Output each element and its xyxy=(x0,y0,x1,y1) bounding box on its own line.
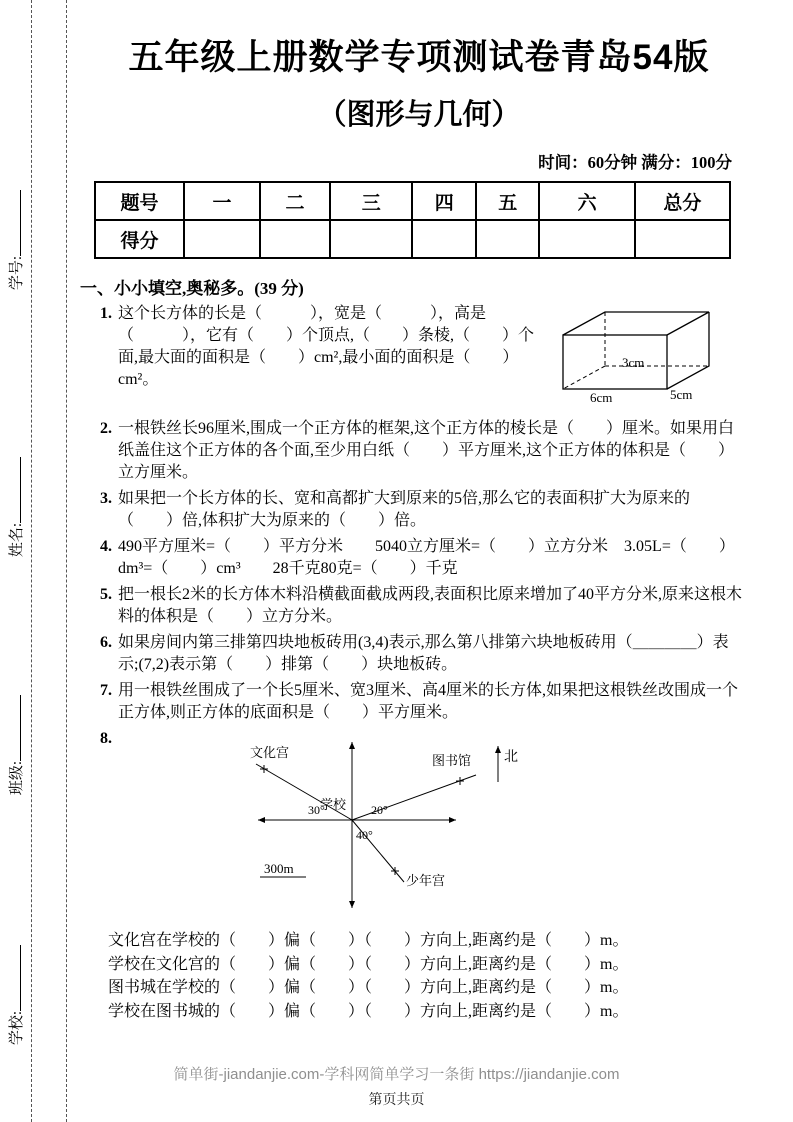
question-text: 一根铁丝长96厘米,围成一个正方体的框架,这个正方体的棱长是（ ）厘米。如果用白纸盖住这个正方体的各个面,至少用白纸（ ）平方厘米,这个正方体的体积是（ ）立方厘米。 xyxy=(118,420,735,481)
school-blank-line xyxy=(7,945,21,1011)
question-number: 3. xyxy=(100,490,112,507)
score-table-cell: 六 xyxy=(539,182,634,220)
scale-label: 300m xyxy=(264,861,294,876)
cuboid-top-face xyxy=(563,312,709,335)
name-blank-line xyxy=(7,457,21,523)
question-2 xyxy=(100,418,745,484)
direction-statement: 图书城在学校的（ ）偏（ ）（ ）方向上,距离约是（ ）m。 xyxy=(108,979,629,996)
question-1 xyxy=(100,303,745,414)
cultural-palace-point xyxy=(260,765,268,773)
north-label: 北 xyxy=(504,750,518,765)
cuboid-drawing xyxy=(558,305,730,407)
question-number: 2. xyxy=(100,420,112,437)
school-label: 学校 xyxy=(320,797,347,812)
question-4 xyxy=(100,536,745,580)
score-entry-cell xyxy=(635,220,730,258)
name-label: 姓名: xyxy=(9,522,25,558)
question-number: 6. xyxy=(100,634,112,651)
page-title: 五年级上册数学专项测试卷青岛54版 xyxy=(128,38,710,77)
student-id-field xyxy=(5,165,23,315)
direction-statement: 学校在文化宫的（ ）偏（ ）（ ）方向上,距离约是（ ）m。 xyxy=(108,955,629,973)
school-label: 学校: xyxy=(9,1010,25,1046)
score-table-cell-total: 总分 xyxy=(635,182,730,220)
score-entry-cell xyxy=(260,220,330,258)
section-one-heading: 一、小小填空,奥秘多。(39 分) xyxy=(80,279,304,298)
paper-content xyxy=(80,0,758,1023)
score-table-cell-label: 题号 xyxy=(95,182,184,220)
student-id-label: 学号: xyxy=(9,255,25,291)
direction-map-drawing xyxy=(234,730,534,916)
direction-statements xyxy=(108,929,745,1023)
question-number: 1. xyxy=(100,305,112,322)
student-id-blank-line xyxy=(7,190,21,256)
page-subtitle: （图形与几何） xyxy=(317,99,521,131)
question-text: 用一根铁丝围成了一个长5厘米、宽3厘米、高4厘米的长方体,如果把这根铁丝改围成一个正方体,则正方体的底面积是（ ）平方厘米。 xyxy=(118,682,739,721)
score-entry-cell xyxy=(412,220,476,258)
angle-30-label: 30° xyxy=(308,803,325,817)
score-table-cell: 二 xyxy=(260,182,330,220)
direction-statement: 文化宫在学校的（ ）偏（ ）（ ）方向上,距离约是（ ）m。 xyxy=(108,932,629,949)
library-point xyxy=(456,777,464,785)
name-field xyxy=(5,432,23,582)
binding-dashed-line xyxy=(31,0,32,1122)
footer-watermark: 简单街-jiandanjie.com-学科网简单学习一条街 https://jiandanjie.com xyxy=(173,1066,620,1083)
score-table-cell: 一 xyxy=(184,182,260,220)
cuboid-length-label: 6cm xyxy=(590,390,613,405)
score-row-label: 得分 xyxy=(95,220,184,258)
direction-map-figure xyxy=(234,730,745,923)
question-list xyxy=(100,303,745,1023)
direction-statement: 学校在图书城的（ ）偏（ ）（ ）方向上,距离约是（ ）m。 xyxy=(108,1002,629,1020)
question-text: 490平方厘米=（ ）平方分米 5040立方厘米=（ ）立方分米 3.05L=（ ）dm³=（ ）cm³ 28千克80克=（ ）千克 xyxy=(118,538,735,577)
score-entry-cell xyxy=(539,220,634,258)
score-entry-cell xyxy=(476,220,540,258)
score-table-cell: 三 xyxy=(330,182,413,220)
question-number: 4. xyxy=(100,538,112,555)
page-number-line: 第页共页 xyxy=(368,1093,425,1108)
cuboid-height-label: 3cm xyxy=(622,355,645,370)
question-5 xyxy=(100,584,745,628)
class-label: 班级: xyxy=(9,760,25,796)
school-field xyxy=(5,920,23,1070)
angle-40-label: 40° xyxy=(356,828,373,842)
class-blank-line xyxy=(7,695,21,761)
question-number: 8. xyxy=(100,730,112,747)
question-number: 7. xyxy=(100,682,112,699)
cultural-palace-label: 文化宫 xyxy=(250,745,290,760)
question-text: 这个长方体的长是（ ），宽是（ ），高是（ ），它有（ ）个顶点,（ ）条棱,（ ）个面,最大面的面积是（ ）cm²,最小面的面积是（ ）cm²。 xyxy=(118,305,535,388)
question-3 xyxy=(100,488,745,532)
question-number: 5. xyxy=(100,586,112,603)
cuboid-width-label: 5cm xyxy=(670,387,693,402)
angle-20-label: 20° xyxy=(371,803,388,817)
score-table-cell: 四 xyxy=(412,182,476,220)
binding-dashed-line xyxy=(66,0,67,1122)
youth-palace-label: 少年宫 xyxy=(406,873,446,888)
library-label: 图书馆 xyxy=(432,753,472,768)
question-text: 把一根长2米的长方体木料沿横截面截成两段,表面积比原来增加了40平方分米,原来这根木料的体积是（ ）立方分米。 xyxy=(118,586,743,625)
binding-margin xyxy=(0,0,70,1122)
time-score-line: 时间：60分钟 满分：100分 xyxy=(538,153,732,172)
question-text: 如果房间内第三排第四块地板砖用(3,4)表示,那么第八排第六块地板砖用（＿＿＿＿）表示;(7,2)表示第（ ）排第（ ）块地板砖。 xyxy=(118,634,729,673)
score-entry-cell xyxy=(184,220,260,258)
score-table-cell: 五 xyxy=(476,182,540,220)
class-field xyxy=(5,670,23,820)
question-8 xyxy=(100,728,745,927)
question-7 xyxy=(100,680,745,724)
score-table-header-row xyxy=(95,182,730,220)
score-table xyxy=(94,181,731,259)
question-6 xyxy=(100,632,745,676)
question-text: 如果把一个长方体的长、宽和高都扩大到原来的5倍,那么它的表面积扩大为原来的（ ）倍,体积扩大为原来的（ ）倍。 xyxy=(118,490,691,529)
cuboid-figure xyxy=(558,305,730,414)
score-entry-cell xyxy=(330,220,413,258)
score-table-score-row xyxy=(95,220,730,258)
